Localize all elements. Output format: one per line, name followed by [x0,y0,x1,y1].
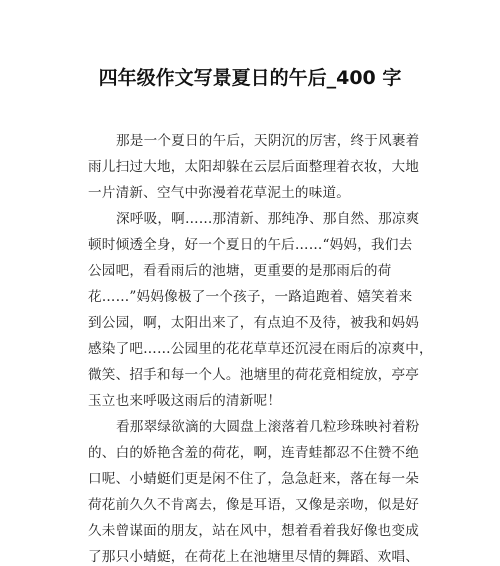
text-line: 公园吧，看看雨后的池塘，更重要的是那雨后的荷 [88,263,392,279]
text-line: 一片清新、空气中弥漫着花草泥土的味道。 [88,185,351,201]
text-line: 雨儿扫过大地，太阳却躲在云层后面整理着衣妆，大地 [88,159,420,175]
text-line: 的、白的娇艳含羞的荷花，啊，连青蛙都忍不住赞不绝 [88,445,420,461]
text-line: 深呼吸，啊……那清新、那纯净、那自然、那凉爽 [116,211,420,227]
text-line: 到公园，啊，太阳出来了，有点迫不及待，被我和妈妈 [88,315,420,331]
text-line: 了那只小蜻蜓，在荷花上在池塘里尽情的舞蹈、欢唱、 [88,549,420,565]
text-line: 看那翠绿欲滴的大圆盘上滚落着几粒珍珠映衬着粉 [116,419,420,435]
text-line: 荷花前久久不肯离去，像是耳语，又像是亲吻，似是好 [88,497,420,513]
text-line: 微笑、招手和每一个人。池塘里的荷花竟相绽放，亭亭 [88,367,420,383]
text-line: 感染了吧……公园里的花花草草还沉浸在雨后的凉爽中， [88,341,433,357]
text-line: 口呢、小蜻蜓们更是闲不住了，急急赶来，落在每一朵 [88,471,420,487]
text-line: 玉立也来呼吸这雨后的清新呢！ [88,393,282,409]
text-line: 那是一个夏日的午后，天阴沉的厉害，终于风裹着 [116,133,420,149]
text-line: 花……”妈妈像极了一个孩子，一路追跑着、嬉笑着来 [88,289,413,305]
text-line: 久未曾谋面的朋友，站在风中，想着看着我好像也变成 [88,523,420,539]
article-body [88,128,433,566]
page-title: 四年级作文写景夏日的午后_400 字 [98,67,402,89]
text-line: 顿时倾透全身，好一个夏日的午后……“妈妈，我们去 [88,237,413,253]
